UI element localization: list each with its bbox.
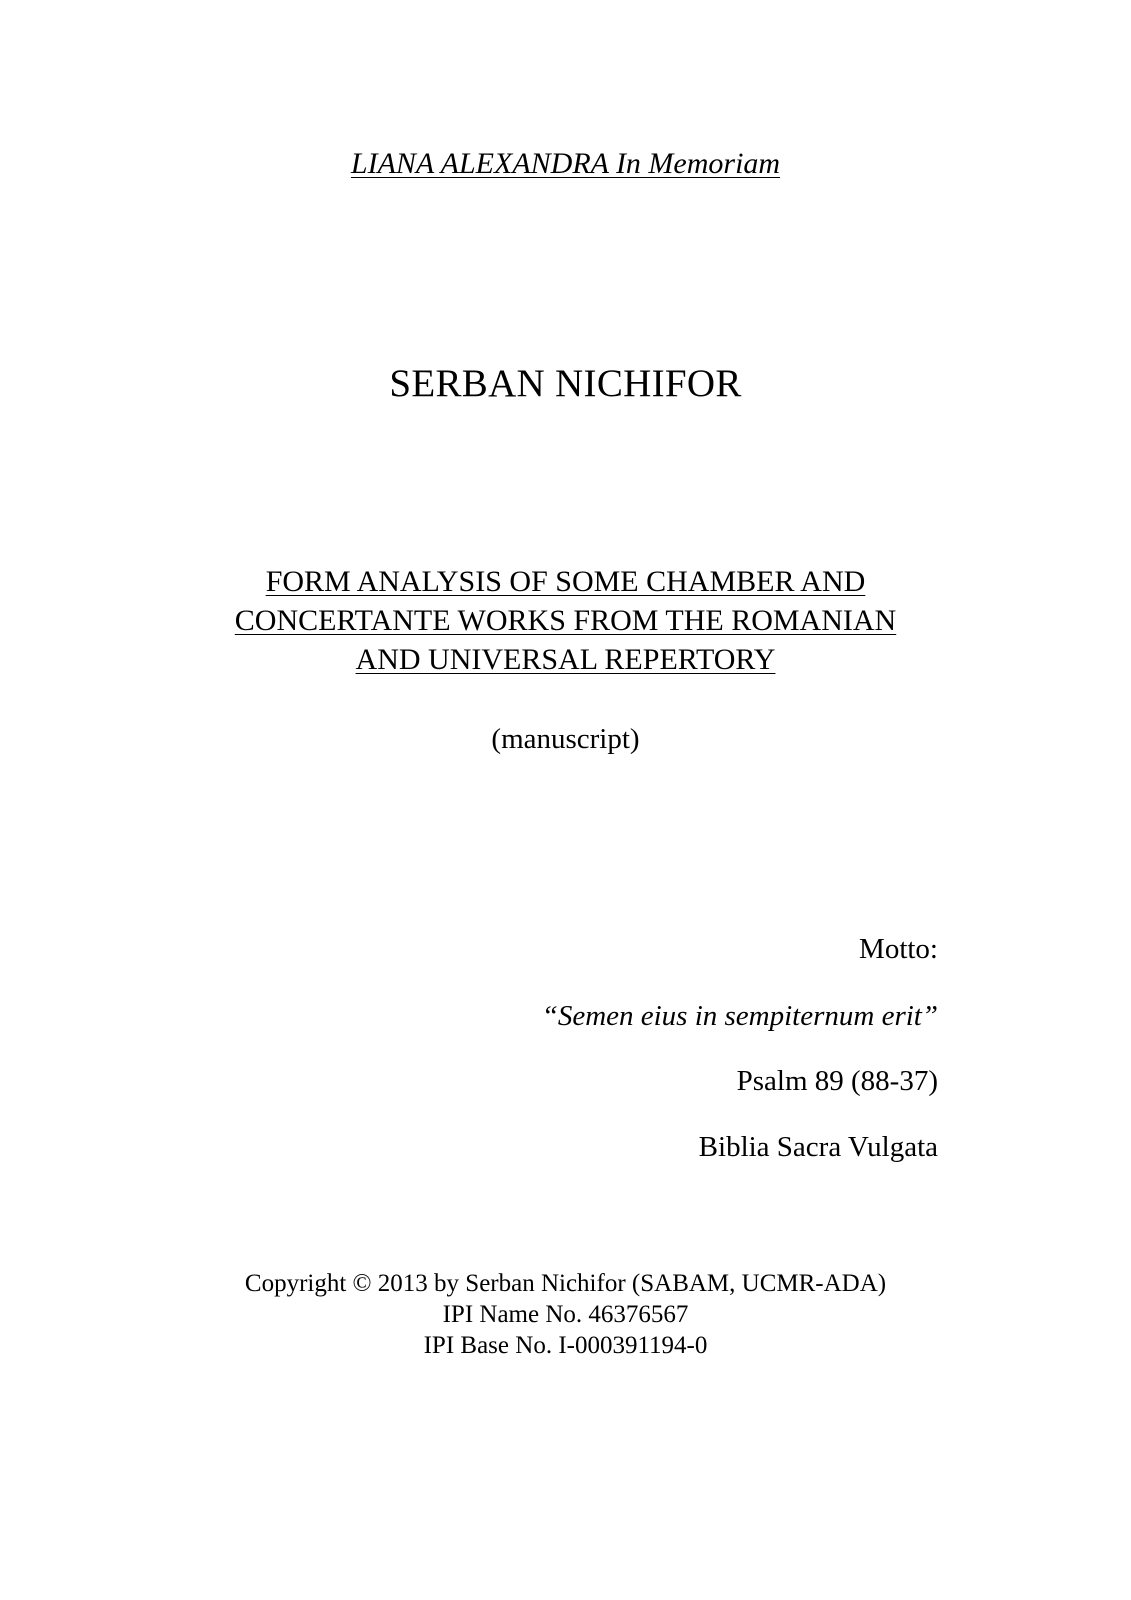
title-line [0,640,1131,679]
motto-source: Biblia Sacra Vulgata [698,1131,938,1163]
motto-quote: “Semen eius in sempiternum erit” [541,1000,938,1032]
copyright-line: Copyright © 2013 by Serban Nichifor (SABAM, UCMR-ADA) [244,1270,887,1297]
document-title [0,562,1131,679]
author-name: SERBAN NICHIFOR [389,362,742,405]
ipi-name-line: IPI Name No. 46376567 [442,1301,689,1328]
title-line [0,562,1131,601]
title-line-text: FORM ANALYSIS OF SOME CHAMBER AND [265,565,866,598]
motto-label: Motto: [859,933,938,965]
motto-reference: Psalm 89 (88-37) [736,1065,938,1097]
title-line-text: CONCERTANTE WORKS FROM THE ROMANIAN [234,604,897,637]
ipi-base-line: IPI Base No. I-000391194-0 [423,1332,708,1359]
title-line-text: AND UNIVERSAL REPERTORY [355,643,776,676]
copyright-block [0,1268,1131,1361]
title-line [0,601,1131,640]
dedication: LIANA ALEXANDRA In Memoriam [350,147,781,180]
document-subtitle: (manuscript) [491,723,640,755]
